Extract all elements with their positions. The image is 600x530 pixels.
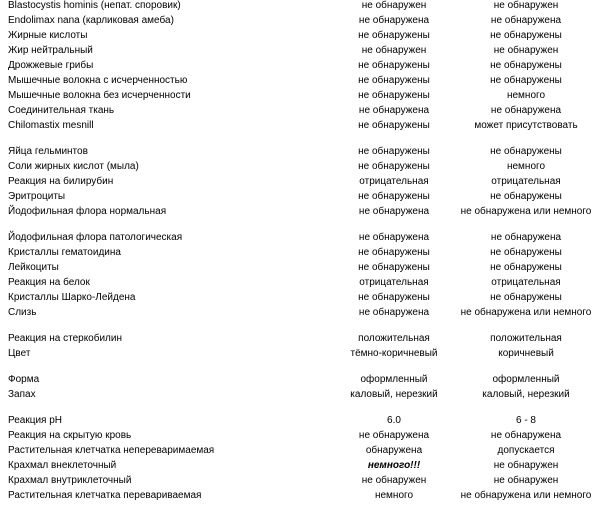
- parameter-name: Йодофильная флора патологическая: [8, 232, 183, 243]
- result-value: немного: [374, 490, 414, 501]
- reference-value: отрицательная: [491, 277, 561, 288]
- parameter-name: Реакция на скрытую кровь: [8, 430, 132, 441]
- table-row: [0, 333, 600, 348]
- result-value: не обнаружены: [358, 292, 430, 303]
- table-row: [0, 262, 600, 277]
- reference-value: положительная: [490, 333, 562, 344]
- result-value: не обнаружена: [358, 15, 430, 26]
- result-value: не обнаружены: [358, 75, 430, 86]
- table-row: [0, 161, 600, 176]
- result-value: не обнаружен: [361, 0, 427, 11]
- reference-value: не обнаружены: [490, 30, 562, 41]
- parameter-name: Жирные кислоты: [8, 30, 88, 41]
- reference-value: не обнаружен: [493, 0, 559, 11]
- table-row: [0, 445, 600, 460]
- reference-value: отрицательная: [491, 176, 561, 187]
- result-value: не обнаружен: [361, 45, 427, 56]
- table-row: [0, 30, 600, 45]
- table-row: [0, 90, 600, 105]
- reference-value: не обнаружена или немного: [460, 490, 592, 501]
- table-row: [0, 232, 600, 247]
- parameter-name: Растительная клетчатка перевариваемая: [8, 490, 202, 501]
- parameter-name: Кристаллы гематоидина: [8, 247, 121, 258]
- table-row: [0, 374, 600, 389]
- parameter-name: Жир нейтральный: [8, 45, 93, 56]
- parameter-name: Blastocystis hominis (непат. споровик): [8, 0, 181, 11]
- reference-value: не обнаружены: [490, 262, 562, 273]
- result-value: не обнаружена: [358, 307, 430, 318]
- table-row: [0, 277, 600, 292]
- table-row: [0, 191, 600, 206]
- table-row: [0, 292, 600, 307]
- result-value: не обнаружены: [358, 262, 430, 273]
- table-row: [0, 475, 600, 490]
- parameter-name: Йодофильная флора нормальная: [8, 206, 167, 217]
- table-row: [0, 389, 600, 415]
- parameter-name: Мышечные волокна с исчерченностью: [8, 75, 188, 86]
- reference-value: 6 - 8: [515, 415, 536, 426]
- parameter-name: Кристаллы Шарко-Лейдена: [8, 292, 136, 303]
- reference-value: не обнаружен: [493, 475, 559, 486]
- result-value: оформленный: [360, 374, 428, 385]
- table-row: [0, 176, 600, 191]
- parameter-name: Запах: [8, 389, 36, 400]
- reference-value: не обнаружена: [490, 430, 562, 441]
- table-row: [0, 247, 600, 262]
- table-row: [0, 60, 600, 75]
- table-row: [0, 15, 600, 30]
- result-value: не обнаружен: [361, 475, 427, 486]
- parameter-name: Дрожжевые грибы: [8, 60, 94, 71]
- table-row: [0, 120, 600, 146]
- reference-value: не обнаружена: [490, 232, 562, 243]
- reference-value: может присутствовать: [474, 120, 578, 131]
- parameter-name: Яйца гельминтов: [8, 146, 88, 157]
- parameter-name: Эритроциты: [8, 191, 66, 202]
- result-value: обнаружена: [365, 445, 423, 456]
- parameter-name: Соли жирных кислот (мыла): [8, 161, 139, 172]
- result-value: отрицательная: [359, 176, 429, 187]
- parameter-name: Мышечные волокна без исчерченности: [8, 90, 191, 101]
- reference-value: не обнаружена или немного: [460, 307, 592, 318]
- result-value: тёмно-коричневый: [350, 348, 438, 359]
- parameter-name: Реакция на стеркобилин: [8, 333, 122, 344]
- result-value: не обнаружена: [358, 105, 430, 116]
- reference-value: коричневый: [498, 348, 554, 359]
- parameter-name: Реакция на билирубин: [8, 176, 114, 187]
- abnormal-result-value: немного!!!: [367, 460, 421, 471]
- reference-value: не обнаружена: [490, 15, 562, 26]
- result-value: каловый, нерезкий: [350, 389, 438, 400]
- table-row: [0, 0, 600, 15]
- table-row: [0, 307, 600, 333]
- table-row: [0, 146, 600, 161]
- result-value: не обнаружены: [358, 30, 430, 41]
- parameter-name: Крахмал внутриклеточный: [8, 475, 132, 486]
- parameter-name: Соединительная ткань: [8, 105, 115, 116]
- reference-value: не обнаружены: [490, 292, 562, 303]
- parameter-name: Слизь: [8, 307, 37, 318]
- reference-value: не обнаружена или немного: [460, 206, 592, 217]
- result-value: не обнаружены: [358, 146, 430, 157]
- reference-value: не обнаружена: [490, 105, 562, 116]
- reference-value: не обнаружен: [493, 45, 559, 56]
- parameter-name: Растительная клетчатка непереваримаемая: [8, 445, 215, 456]
- reference-value: не обнаружены: [490, 146, 562, 157]
- result-value: не обнаружены: [358, 161, 430, 172]
- result-value: 6.0: [387, 415, 401, 426]
- table-row: [0, 206, 600, 232]
- result-value: отрицательная: [359, 277, 429, 288]
- reference-value: допускается: [497, 445, 555, 456]
- parameter-name: Реакция на белок: [8, 277, 90, 288]
- table-row: [0, 348, 600, 374]
- parameter-name: Реакция pH: [8, 415, 63, 426]
- table-row: [0, 75, 600, 90]
- reference-value: не обнаружены: [490, 75, 562, 86]
- reference-value: не обнаружены: [490, 60, 562, 71]
- table-row: [0, 490, 600, 516]
- table-row: [0, 45, 600, 60]
- reference-value: каловый, нерезкий: [482, 389, 570, 400]
- reference-value: немного: [506, 90, 546, 101]
- parameter-name: Chilomastix mesnill: [8, 120, 94, 131]
- parameter-name: Цвет: [8, 348, 31, 359]
- result-value: не обнаружены: [358, 191, 430, 202]
- result-value: не обнаружены: [358, 247, 430, 258]
- reference-value: немного: [506, 161, 546, 172]
- result-value: не обнаружены: [358, 120, 430, 131]
- parameter-name: Форма: [8, 374, 40, 385]
- parameter-name: Лейкоциты: [8, 262, 59, 273]
- reference-value: оформленный: [492, 374, 560, 385]
- parameter-name: Крахмал внеклеточный: [8, 460, 117, 471]
- reference-value: не обнаружены: [490, 247, 562, 258]
- result-value: не обнаружены: [358, 90, 430, 101]
- result-value: не обнаружена: [358, 206, 430, 217]
- parameter-name: Endolimax nana (карликовая амеба): [8, 15, 174, 26]
- result-value: не обнаружены: [358, 60, 430, 71]
- result-value: не обнаружена: [358, 232, 430, 243]
- table-row: [0, 105, 600, 120]
- table-row: [0, 460, 600, 475]
- table-row: [0, 430, 600, 445]
- table-row: [0, 415, 600, 430]
- result-value: положительная: [358, 333, 430, 344]
- reference-value: не обнаружены: [490, 191, 562, 202]
- result-value: не обнаружена: [358, 430, 430, 441]
- reference-value: не обнаружен: [493, 460, 559, 471]
